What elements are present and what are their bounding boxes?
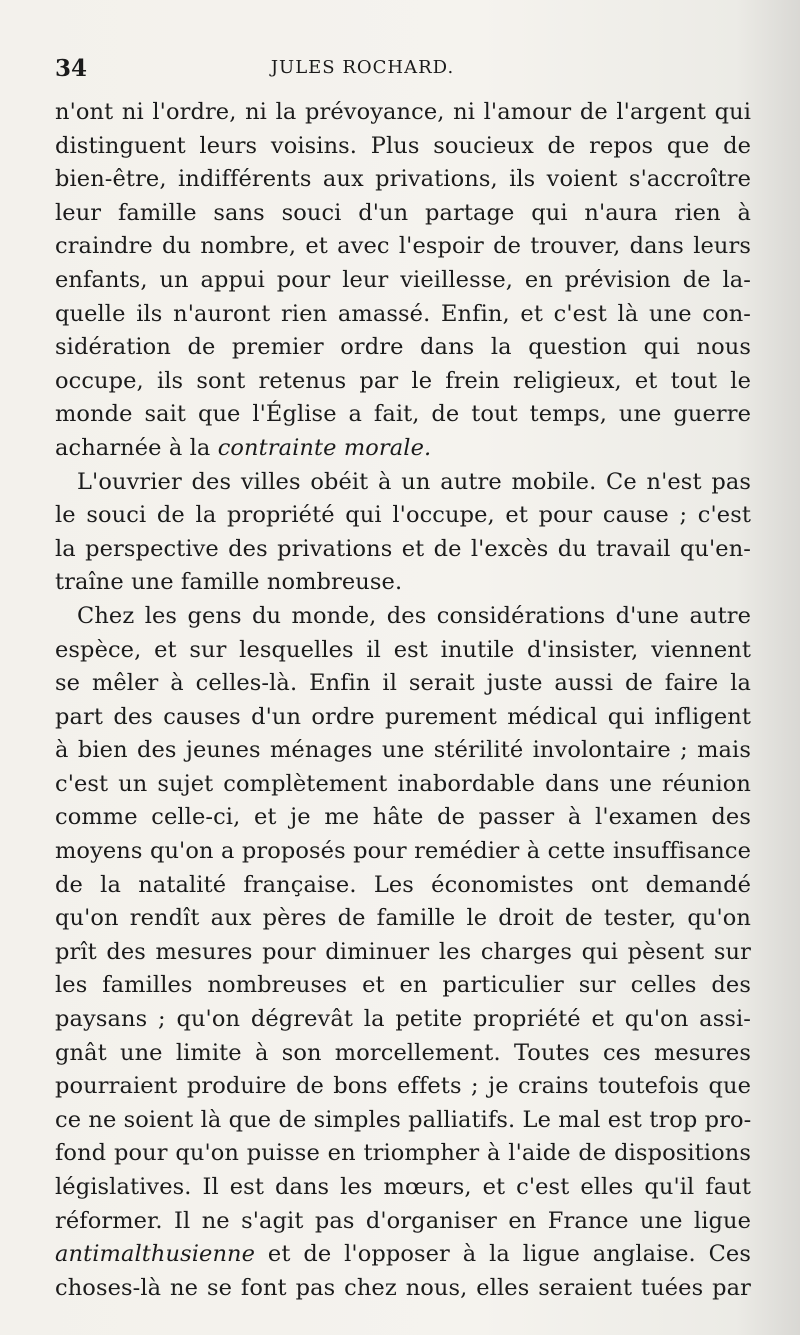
text-run: traîne une famille nombreuse.	[55, 569, 403, 596]
text-line	[55, 566, 751, 600]
text-run: la perspective des privations et de l'excès du travail qu'en-	[55, 535, 751, 562]
text-line	[55, 499, 751, 533]
text-run: fond pour qu'on puisse en triompher à l'aide de dispositions	[55, 1140, 751, 1167]
text-run: paysans ; qu'on dégrevât la petite propriété et qu'on assi-	[55, 1006, 751, 1033]
page-number: 34	[55, 55, 88, 82]
text-line	[55, 701, 751, 735]
text-run: réformer. Il ne s'agit pas d'organiser en France une ligue	[55, 1207, 751, 1234]
text-line	[55, 230, 751, 264]
text-line	[55, 902, 751, 936]
text-run: bien-être, indifférents aux privations, ils voient s'accroître	[55, 166, 751, 193]
text-line	[55, 734, 751, 768]
text-run: moyens qu'on a proposés pour remédier à cette insuffisance	[55, 838, 751, 865]
text-run: occupe, ils sont retenus par le frein religieux, et tout le	[55, 367, 751, 394]
text-line	[55, 398, 751, 432]
italic-term: contrainte morale.	[217, 434, 432, 461]
text-run: choses-là ne se font pas chez nous, elles seraient tuées par	[55, 1274, 751, 1301]
text-line	[55, 1205, 751, 1239]
running-head: JULES ROCHARD.	[270, 57, 455, 78]
text-run: L'ouvrier des villes obéit à un autre mobile. Ce n'est pas	[77, 468, 751, 495]
text-run: à bien des jeunes ménages une stérilité involontaire ; mais	[55, 737, 751, 764]
text-run: quelle ils n'auront rien amassé. Enfin, et c'est là une con-	[55, 300, 751, 327]
text-line	[55, 298, 751, 332]
text-line	[55, 969, 751, 1003]
text-line	[55, 600, 751, 634]
text-run: acharnée à la	[55, 434, 218, 461]
text-run: sidération de premier ordre dans la question qui nous	[55, 334, 751, 361]
text-line	[55, 768, 751, 802]
text-run: gnât une limite à son morcellement. Toutes ces mesures	[55, 1039, 751, 1066]
text-run: craindre du nombre, et avec l'espoir de trouver, dans leurs	[55, 233, 751, 260]
text-line	[55, 533, 751, 567]
text-run: législatives. Il est dans les mœurs, et c'est elles qu'il faut	[55, 1174, 751, 1200]
text-run: distinguent leurs voisins. Plus soucieux de repos que de	[55, 132, 751, 159]
text-run: Chez les gens du monde, des considérations d'une autre	[77, 602, 751, 629]
text-line	[55, 163, 751, 197]
text-run: n'ont ni l'ordre, ni la prévoyance, ni l'amour de l'argent qui	[55, 99, 751, 125]
text-line	[55, 96, 751, 130]
text-run: c'est un sujet complètement inabordable dans une réunion	[55, 770, 751, 797]
text-line	[55, 1272, 751, 1306]
text-line	[55, 130, 751, 164]
text-run: leur famille sans souci d'un partage qui n'aura rien à	[55, 199, 751, 226]
text-line	[55, 869, 751, 903]
text-line	[55, 331, 751, 365]
text-line	[55, 1137, 751, 1171]
text-run: monde sait que l'Église a fait, de tout temps, une guerre	[55, 401, 751, 428]
text-run: espèce, et sur lesquelles il est inutile d'insister, viennent	[55, 636, 751, 663]
body-text	[55, 96, 751, 1305]
text-run: pourraient produire de bons effets ; je crains toutefois que	[55, 1073, 751, 1100]
text-run: enfants, un appui pour leur vieillesse, en prévision de la-	[55, 266, 751, 293]
text-line	[55, 801, 751, 835]
text-line	[55, 1104, 751, 1138]
italic-term: antimalthusienne	[55, 1241, 256, 1268]
text-run: qu'on rendît aux pères de famille le droit de tester, qu'on	[55, 905, 751, 932]
text-line	[55, 1003, 751, 1037]
text-line	[55, 432, 751, 466]
text-line	[55, 365, 751, 399]
text-run: prît des mesures pour diminuer les charges qui pèsent sur	[55, 938, 751, 965]
text-line	[55, 1238, 751, 1272]
text-run: les familles nombreuses et en particulier sur celles des	[55, 972, 751, 999]
text-run: le souci de la propriété qui l'occupe, et pour cause ; c'est	[55, 502, 751, 529]
text-run: se mêler à celles-là. Enfin il serait juste aussi de faire la	[55, 670, 751, 697]
text-run: de la natalité française. Les économistes ont demandé	[55, 871, 751, 898]
text-line	[55, 1070, 751, 1104]
text-line	[55, 667, 751, 701]
text-line	[55, 197, 751, 231]
page-header	[55, 55, 750, 91]
text-line	[55, 936, 751, 970]
text-line	[55, 264, 751, 298]
text-line	[55, 634, 751, 668]
text-line	[55, 1171, 751, 1205]
text-line	[55, 835, 751, 869]
text-line	[55, 1037, 751, 1071]
text-run: et de l'opposer à la ligue anglaise. Ces	[255, 1241, 751, 1268]
text-line	[55, 466, 751, 500]
text-run: part des causes d'un ordre purement médical qui infligent	[55, 703, 751, 730]
text-run: ce ne soient là que de simples palliatifs. Le mal est trop pro-	[55, 1106, 752, 1133]
text-run: comme celle-ci, et je me hâte de passer à l'examen des	[55, 804, 751, 831]
